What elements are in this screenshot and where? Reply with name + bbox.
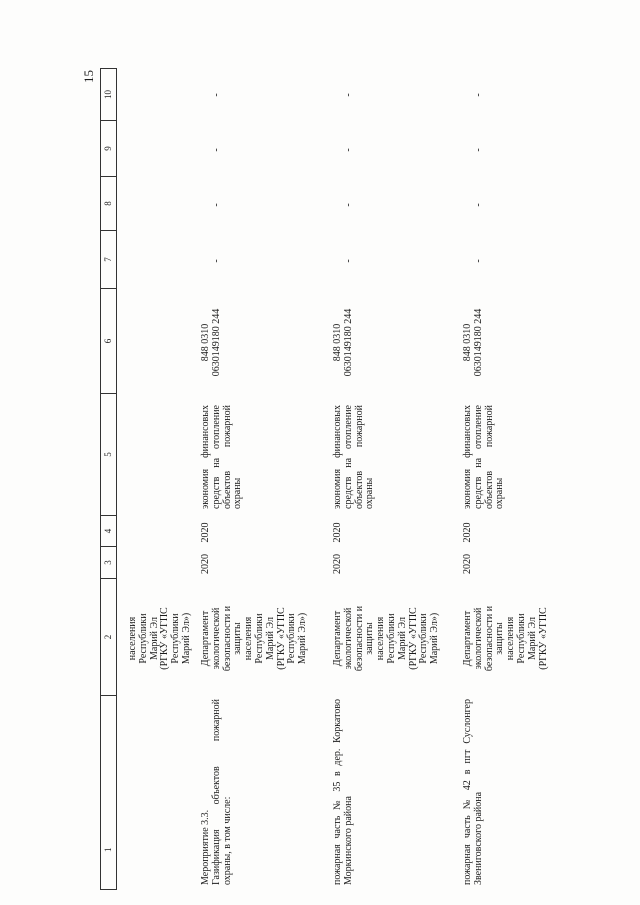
cell-text-line: населения: [243, 616, 255, 661]
cell-text-line: -: [210, 93, 222, 97]
table-cell-col-2: [333, 580, 441, 697]
cell-text-line: населения: [375, 616, 387, 661]
cell-text-line: охраны: [364, 477, 376, 509]
cell-text-line: безопасности и: [483, 605, 495, 672]
cell-text-line: 848 0310: [462, 323, 473, 362]
table-cell-col-1: [463, 699, 485, 885]
table-cell-col-1: [201, 699, 233, 885]
cell-text-line: Марий Эл»): [429, 612, 441, 665]
cell-text-line: Республики: [253, 613, 265, 664]
cell-text-line: Республики: [286, 613, 298, 664]
table-cell-col-2: [201, 580, 309, 697]
cell-text-line: безопасности и: [353, 605, 365, 672]
column-number-header: 4: [101, 516, 116, 547]
table-row: [127, 0, 192, 905]
table-cell-col-3: [463, 548, 474, 580]
cell-text-line: охраны: [494, 477, 506, 509]
cell-text-line: Департамент: [462, 610, 473, 667]
cell-text-line: населения: [127, 616, 138, 661]
cell-text-line: -: [472, 259, 484, 263]
cell-text-line: Департамент: [200, 610, 211, 667]
table-row: [200, 0, 309, 905]
cell-text-line: средств на отопление: [342, 405, 354, 509]
table-row: [462, 0, 549, 905]
cell-text-line: 2020: [332, 554, 343, 574]
cell-text-line: пожарная часть № 35 в дер. Коркатово: [332, 699, 343, 885]
cell-text-line: экономия финансовых: [332, 405, 343, 509]
cell-text-line: защиты: [364, 622, 376, 655]
table-cell-col-5: [201, 405, 244, 509]
cell-text-line: охраны: [232, 477, 244, 509]
table-cell-col-10: [201, 68, 223, 122]
cell-text-line: -: [210, 259, 222, 263]
table-cell-col-1: [333, 699, 355, 885]
cell-text-line: Департамент: [332, 610, 343, 667]
table-cell-col-10: [463, 68, 485, 122]
cell-text-line: Республики: [137, 613, 149, 664]
cell-text-line: Звениговского района: [472, 791, 484, 885]
column-number-header: 2: [101, 579, 116, 696]
cell-text-line: 848 0310: [332, 323, 343, 362]
cell-text-line: -: [342, 93, 354, 97]
table-cell-col-9: [463, 122, 485, 178]
cell-text-line: Марий Эл»): [297, 612, 309, 665]
cell-text-line: Республики: [515, 613, 527, 664]
cell-text-line: Марий Эл: [526, 617, 538, 660]
cell-text-line: защиты: [232, 622, 244, 655]
cell-text-line: -: [472, 148, 484, 152]
cell-text-line: населения: [505, 616, 517, 661]
cell-text-line: объектов пожарной: [221, 405, 233, 509]
column-number-header: 3: [101, 547, 116, 579]
cell-text-line: безопасности и: [221, 605, 233, 672]
table-cell-col-10: [333, 68, 355, 122]
cell-text-line: 2020: [200, 522, 211, 543]
cell-text-line: 2020: [462, 522, 473, 543]
cell-text-line: Марий Эл: [148, 617, 160, 660]
table-cell-col-5: [333, 405, 376, 509]
cell-text-line: Газификация объектов пожарной: [210, 699, 222, 885]
cell-text-line: -: [342, 203, 354, 207]
cell-text-line: экологической: [342, 607, 354, 670]
cell-text-line: объектов пожарной: [353, 405, 365, 509]
table-cell-col-8: [201, 178, 223, 232]
cell-text-line: экономия финансовых: [200, 405, 211, 509]
cell-text-line: -: [342, 259, 354, 263]
cell-text-line: Марий Эл: [396, 617, 408, 660]
table-cell-col-9: [333, 122, 355, 178]
cell-text-line: 848 0310: [200, 323, 211, 362]
cell-text-line: -: [210, 148, 222, 152]
cell-text-line: Республики: [418, 613, 430, 664]
table-cell-col-3: [201, 548, 212, 580]
cell-text-line: охраны, в том числе:: [221, 796, 233, 885]
cell-text-line: средств на отопление: [472, 405, 484, 509]
table-row: [332, 0, 441, 905]
cell-text-line: (РГКУ «УГПС: [275, 607, 287, 670]
cell-text-line: экономия финансовых: [462, 405, 473, 509]
page-number: 15: [81, 70, 96, 83]
table-cell-col-9: [201, 122, 223, 178]
cell-text-line: 2020: [332, 522, 343, 543]
cell-text-line: (РГКУ «УГПС: [407, 607, 419, 670]
column-number-header: 8: [101, 177, 116, 231]
table-cell-col-7: [463, 232, 485, 290]
cell-text-line: Моркинского района: [342, 796, 354, 885]
table-cell-col-6: [463, 290, 485, 395]
cell-text-line: 0630149180 244: [472, 308, 484, 377]
table-cell-col-4: [463, 517, 474, 548]
cell-text-line: -: [210, 203, 222, 207]
column-number-header: 6: [101, 289, 116, 394]
cell-text-line: (РГКУ «УГПС: [159, 607, 171, 670]
cell-text-line: -: [472, 93, 484, 97]
table-cell-col-2: [463, 580, 549, 697]
table-cell-col-7: [333, 232, 355, 290]
table-cell-col-4: [201, 517, 212, 548]
cell-text-line: экологической: [472, 607, 484, 670]
cell-text-line: 2020: [200, 554, 211, 574]
cell-text-line: экологической: [210, 607, 222, 670]
table-cell-col-6: [333, 290, 355, 395]
table-cell-col-3: [333, 548, 344, 580]
cell-text-line: -: [472, 203, 484, 207]
cell-text-line: Марий Эл: [264, 617, 276, 660]
cell-text-line: 0630149180 244: [210, 308, 222, 377]
cell-text-line: защиты: [494, 622, 506, 655]
cell-text-line: 0630149180 244: [342, 308, 354, 377]
column-number-header: 7: [101, 231, 116, 289]
column-number-header: 1: [103, 847, 113, 852]
column-number-header: 10: [101, 69, 116, 121]
cell-text-line: Марий Эл»): [180, 612, 192, 665]
cell-text-line: (РГКУ «УГПС: [537, 607, 549, 670]
table-cell-col-7: [201, 232, 223, 290]
table-cell-col-8: [463, 178, 485, 232]
table-cell-col-4: [333, 517, 344, 548]
column-number-header: 9: [101, 121, 116, 177]
column-number-header: 5: [101, 394, 116, 516]
cell-text-line: 2020: [462, 554, 473, 574]
table-cell-col-5: [463, 405, 506, 509]
cell-text-line: -: [342, 148, 354, 152]
cell-text-line: средств на отопление: [210, 405, 222, 509]
cell-text-line: Республики: [170, 613, 182, 664]
table-cell-col-2: [128, 580, 193, 697]
table-cell-col-8: [333, 178, 355, 232]
cell-text-line: Республики: [385, 613, 397, 664]
cell-text-line: пожарная часть № 42 в пгт Суслонгер: [462, 699, 473, 885]
cell-text-line: объектов пожарной: [483, 405, 495, 509]
cell-text-line: Мероприятие 3.3.: [200, 809, 211, 885]
table-cell-col-6: [201, 290, 223, 395]
